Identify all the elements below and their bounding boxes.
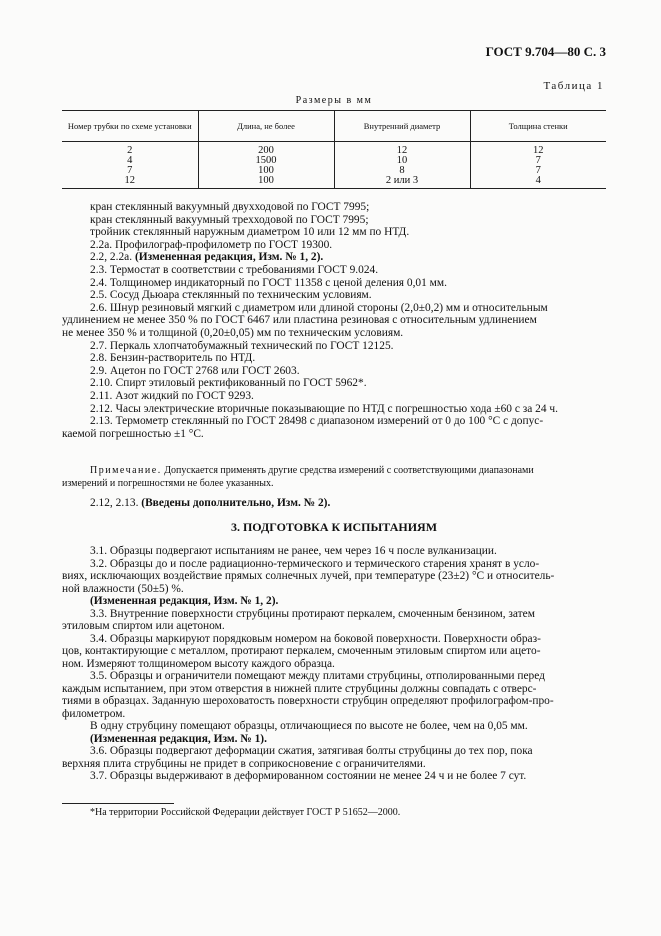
- paragraph-continuation: верхняя плита струбцины не придет в соприкосновение с ограничителями.: [62, 757, 426, 770]
- revision-note: [90, 497, 330, 509]
- paragraph: 3.3. Внутренние поверхности струбцины протирают перкалем, смоченным бензином, затем: [90, 607, 535, 620]
- paragraph: 3.6. Образцы подвергают деформации сжатия, затягивая болты струбцины до тех пор, пока: [90, 745, 533, 757]
- dimensions-table: [62, 110, 606, 189]
- paragraph: 3.7. Образцы выдерживают в деформированном состоянии не менее 24 ч и не более 7 сут.: [90, 770, 527, 782]
- paragraph-continuation: филометром.: [62, 707, 126, 720]
- footnote-divider: [62, 803, 174, 804]
- table-cell: 1500: [198, 156, 334, 166]
- list-item-continuation: не менее 350 % и толщиной (0,20±0,05) мм по техническим условиям.: [62, 326, 404, 339]
- table-cell: 100: [198, 176, 334, 189]
- list-item: 2.7. Перкаль хлопчатобумажный технический по ГОСТ 12125.: [90, 339, 394, 352]
- section-3-body: [62, 545, 606, 783]
- table-cell: 7: [470, 166, 606, 176]
- table-cell: 12: [470, 142, 606, 157]
- paragraph: 3.4. Образцы маркируют порядковым номером на боковой поверхности. Поверхности образ-: [90, 632, 541, 645]
- list-item: 2.6. Шнур резиновый мягкий с диаметром или длиной стороны (2,0±0,2) мм и относительным: [90, 301, 548, 314]
- paragraph-continuation: цов, контактирующие с металлом, протирают перкалем, смоченным этиловым спиртом или ацето-: [62, 645, 541, 657]
- list-item: 2.2а. Профилограф-профилометр по ГОСТ 19300.: [90, 238, 333, 251]
- note-label: Примечание.: [90, 465, 162, 476]
- section-title: 3. ПОДГОТОВКА К ИСПЫТАНИЯМ: [230, 520, 438, 534]
- note-line-1: Допускается применять другие средства измерений с соответствующими диапазонами: [164, 465, 534, 476]
- paragraph: 3.5. Образцы и ограничители помещают между плитами струбцины, отполированными перед: [90, 670, 545, 682]
- footnote: *На территории Российской Федерации действует ГОСТ Р 51652—2000.: [90, 807, 401, 818]
- table-label: Таблица 1: [543, 80, 604, 92]
- page-header: ГОСТ 9.704—80 С. 3: [485, 44, 606, 59]
- list-item: 2.10. Спирт этиловый ректификованный по ГОСТ 5962*.: [90, 377, 367, 390]
- col-header-inner-diameter: Внутренний диаметр: [334, 111, 470, 142]
- paragraph-continuation: ной влажности (50±5) %.: [62, 582, 184, 595]
- list-item-continuation: удлинением не менее 350 % по ГОСТ 6467 или пластина резиновая с относительным удлинением: [62, 314, 537, 327]
- revision-text: (Измененная редакция, Изм. № 1).: [90, 732, 267, 745]
- table-cell: 2: [127, 145, 133, 156]
- table-row: [62, 166, 606, 176]
- table-cell: 12: [62, 176, 198, 189]
- table-cell: 10: [334, 156, 470, 166]
- list-item: 2.9. Ацетон по ГОСТ 2768 или ГОСТ 2603.: [90, 364, 300, 377]
- table-cell: 100: [198, 166, 334, 176]
- list-item-continuation: каемой погрешностью ±1 °С.: [62, 427, 204, 440]
- list-item: 2.13. Термометр стеклянный по ГОСТ 28498 с диапазоном измерений от 0 до 100 °С с допус-: [90, 415, 544, 428]
- list-item: тройник стеклянный наружным диаметром 10 или 12 мм по НТД.: [90, 226, 410, 239]
- table-cell: 2 или 3: [334, 176, 470, 189]
- paragraph-continuation: ном. Измеряют толщиномером высоту каждого образца.: [62, 657, 335, 670]
- note-block: [62, 465, 606, 490]
- table-row: [62, 156, 606, 166]
- list-item: 2.11. Азот жидкий по ГОСТ 9293.: [90, 389, 254, 402]
- list-item: 2.12. Часы электрические вторичные показывающие по НТД с погрешностью хода ±60 с за 24 ч.: [90, 402, 558, 415]
- dims-caption: Размеры в мм: [295, 95, 373, 106]
- revision-text: (Введены дополнительно, Изм. № 2).: [141, 497, 331, 509]
- list-item: кран стеклянный вакуумный двухходовой по ГОСТ 7995;: [90, 201, 370, 213]
- paragraph: В одну струбцину помещают образцы, отличающиеся по высоте не более, чем на 0,05 мм.: [90, 720, 528, 732]
- paragraph-continuation: этиловым спиртом или ацетоном.: [62, 620, 225, 632]
- list-item: 2.4. Толщиномер индикаторный по ГОСТ 11358 с ценой деления 0,01 мм.: [90, 276, 447, 289]
- table-cell: 7: [127, 165, 133, 176]
- paragraph: 3.2. Образцы до и после радиационно-термического и термического старения хранят в усло-: [90, 557, 540, 570]
- table-cell: 4: [127, 155, 133, 166]
- paragraph: 3.1. Образцы подвергают испытаниям не ранее, чем через 16 ч после вулканизации.: [90, 545, 497, 557]
- col-header-length: Длина, не более: [198, 111, 334, 142]
- paragraph-continuation: каждым испытанием, при этом отверстия в нижней плите струбцины должны совпадать с отверс-: [62, 682, 537, 695]
- revision-ref: 2.12, 2.13.: [90, 497, 139, 509]
- list-item: 2.3. Термостат в соответствии с требованиями ГОСТ 9.024.: [90, 263, 379, 276]
- revision-note: [90, 251, 606, 264]
- list-item: кран стеклянный вакуумный трехходовой по ГОСТ 7995;: [90, 213, 369, 226]
- note-line-2: измерений и погрешностями не более указанных.: [62, 477, 274, 489]
- table-cell: 4: [470, 176, 606, 189]
- table-cell: 8: [334, 166, 470, 176]
- revision-text: (Измененная редакция, Изм. № 1, 2).: [134, 251, 324, 264]
- table-cell: 7: [470, 156, 606, 166]
- list-item: 2.8. Бензин-растворитель по НТД.: [90, 352, 256, 365]
- paragraph-continuation: виях, исключающих воздействие прямых солнечных лучей, при температуре (23±2) °С и относитель-: [62, 570, 555, 582]
- table-row: [62, 176, 606, 189]
- col-header-tube-number: Номер трубки по схеме установки: [62, 111, 198, 142]
- equipment-list: [62, 201, 606, 440]
- paragraph-continuation: тиями в образцах. Заданную шероховатость поверхности струбцин определяют профилографом-про-: [62, 695, 554, 707]
- revision-ref: 2.2, 2.2а.: [90, 251, 133, 264]
- table-cell: 12: [334, 142, 470, 157]
- col-header-wall-thickness: Толщина стенки: [470, 111, 606, 142]
- revision-text: (Измененная редакция, Изм. № 1, 2).: [90, 595, 279, 607]
- table-cell: 200: [198, 142, 334, 157]
- list-item: 2.5. Сосуд Дьюара стеклянный по техническим условиям.: [90, 289, 372, 302]
- table-row: [62, 142, 606, 157]
